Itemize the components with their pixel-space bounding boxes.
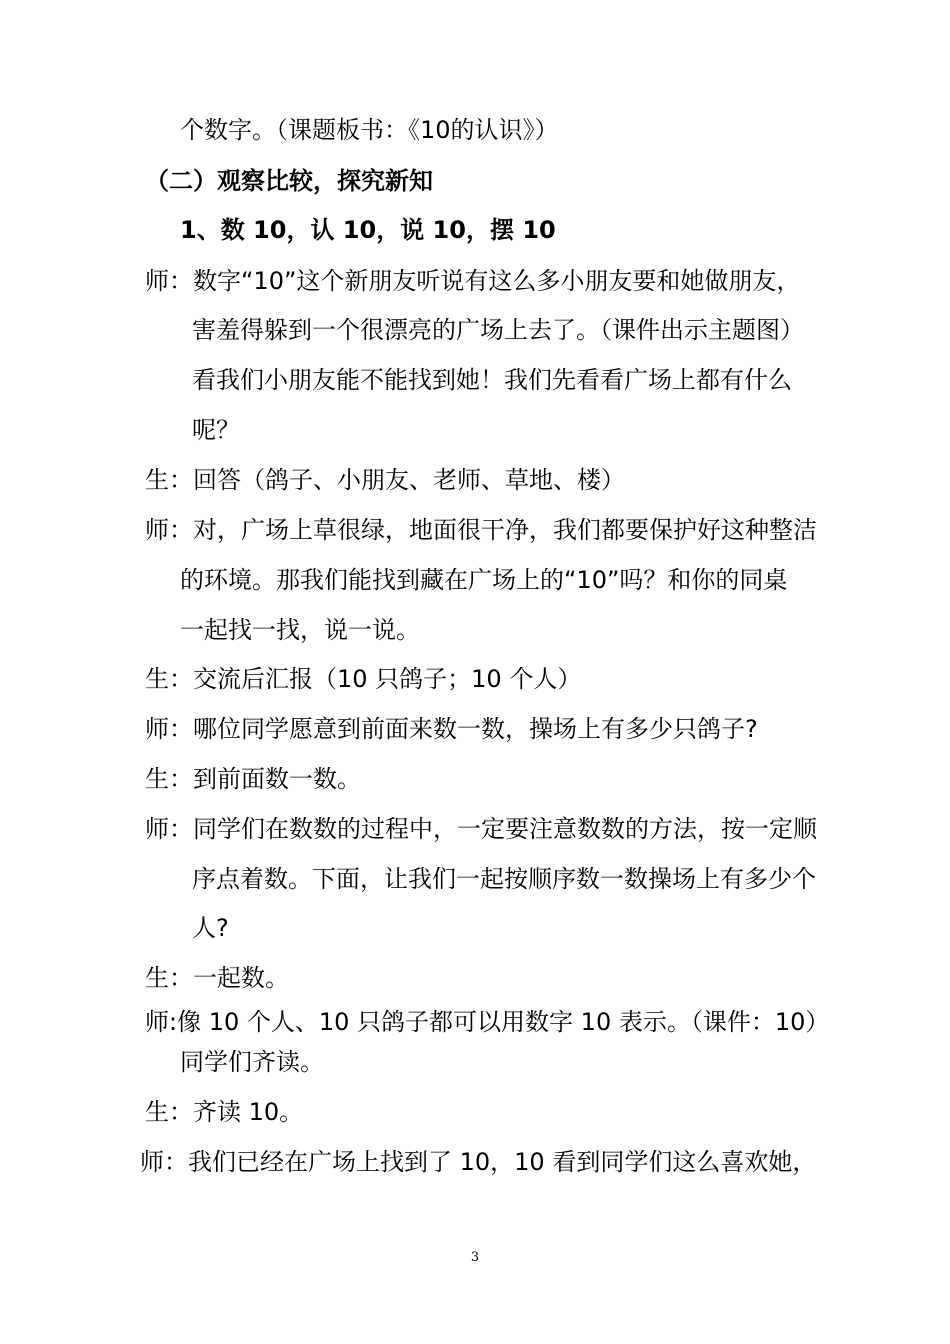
page-number: 3 [470,1250,480,1265]
dialogue-line-continuation: 一起找一找，说一说。 [180,616,420,644]
dialogue-line-teacher: 师：对，广场上草很绿，地面很干净，我们都要保护好这种整洁 [145,516,817,544]
section-heading: （二）观察比较，探究新知 [145,167,433,195]
dialogue-line-continuation: 人? [192,914,229,942]
dialogue-line-continuation: 看我们小朋友能不能找到她！我们先看看广场上都有什么 [192,366,792,394]
dialogue-line-student: 生：到前面数一数。 [145,765,361,793]
dialogue-line-student: 生：一起数。 [145,964,289,992]
dialogue-line-teacher: 师：数字“10”这个新朋友听说有这么多小朋友要和她做朋友， [145,267,801,295]
dialogue-line-continuation: 呢？ [192,416,240,444]
dialogue-line-continuation: 同学们齐读。 [180,1048,324,1076]
dialogue-line-continuation: 害羞得躲到一个很漂亮的广场上去了。（课件出示主题图） [192,316,804,344]
dialogue-line-teacher: 师：同学们在数数的过程中，一定要注意数数的方法，按一定顺 [145,815,817,843]
dialogue-line-student: 生：齐读 10。 [145,1098,304,1126]
text-line-continuation: 个数字。（课题板书：《10的认识》） [180,116,559,144]
dialogue-line-continuation: 序点着数。下面，让我们一起按顺序数一数操场上有多少个 [192,865,816,893]
dialogue-line-continuation: 的环境。那我们能找到藏在广场上的“10”吗？和你的同桌 [180,566,788,594]
subsection-heading: 1、数 10，认 10，说 10，摆 10 [180,216,556,244]
dialogue-line-teacher: 师：哪位同学愿意到前面来数一数，操场上有多少只鸽子? [145,715,758,743]
dialogue-line-student: 生：交流后汇报（10 只鸽子；10 个人） [145,665,582,693]
dialogue-line-student: 生：回答（鸽子、小朋友、老师、草地、楼） [145,466,625,494]
dialogue-line-teacher: 师:像 10 个人、10 只鸽子都可以用数字 10 表示。（课件：10） [145,1008,830,1036]
dialogue-line-teacher: 师：我们已经在广场上找到了 10，10 看到同学们这么喜欢她， [140,1148,817,1176]
